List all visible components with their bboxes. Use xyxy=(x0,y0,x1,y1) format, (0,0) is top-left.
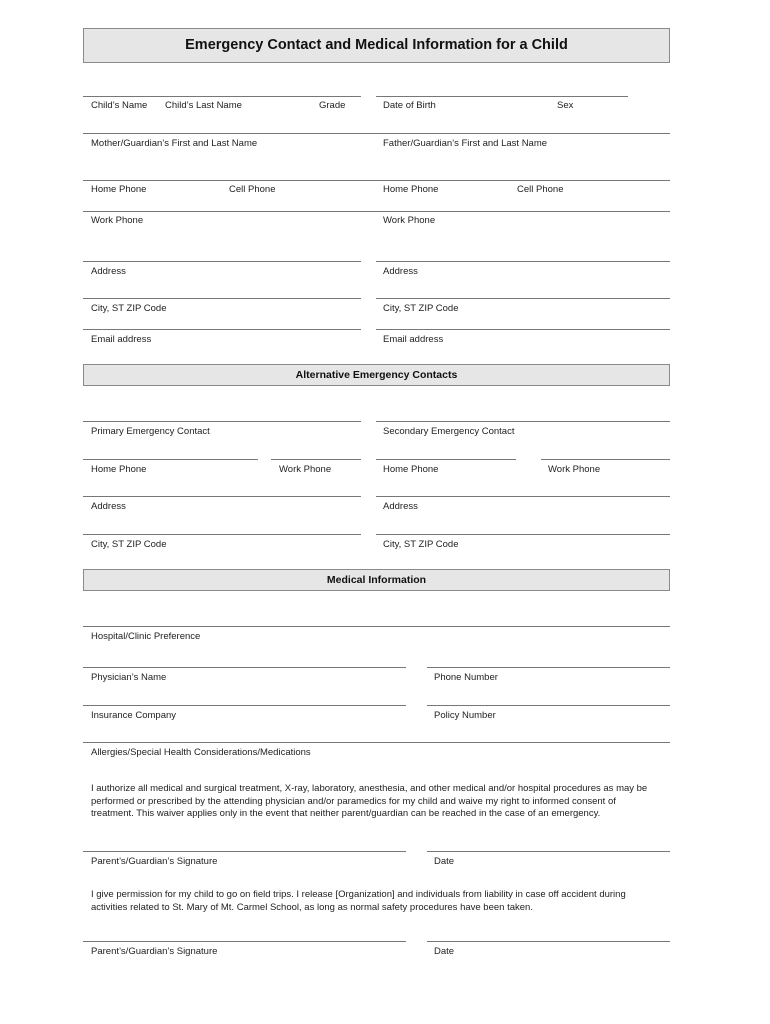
child-dob-label: Date of Birth xyxy=(383,100,436,111)
secondary-address-label: Address xyxy=(383,501,418,512)
date-label-2: Date xyxy=(434,946,455,957)
father-city-label: City, ST ZIP Code xyxy=(383,303,459,314)
father-work-phone-label: Work Phone xyxy=(383,215,436,226)
policy-line[interactable] xyxy=(427,705,670,706)
secondary-address-line[interactable] xyxy=(376,496,670,497)
consent-paragraph: I authorize all medical and surgical treatment, X-ray, laboratory, anesthesia, and other medical and/or hospital procedures as may be performed or prescribed by the attending physician and/or paramedics for my child and waive my right to informed consent of treatment. This waiver applies only in the event that neither parent/guardian can be reached in the case of an emergency. xyxy=(91,783,648,819)
secondary-city-line[interactable] xyxy=(376,534,670,535)
father-address-label: Address xyxy=(383,266,418,277)
date-line-1[interactable] xyxy=(427,851,670,852)
primary-city-line[interactable] xyxy=(83,534,361,535)
primary-home-phone-label: Home Phone xyxy=(91,464,147,475)
father-address-line[interactable] xyxy=(376,261,670,262)
physician-phone-label: Phone Number xyxy=(434,672,498,683)
father-name-label: Father/Guardian’s First and Last Name xyxy=(383,138,548,149)
father-city-line[interactable] xyxy=(376,298,670,299)
work-phone-line[interactable] xyxy=(83,211,670,212)
secondary-work-phone-line[interactable] xyxy=(541,459,670,460)
primary-address-label: Address xyxy=(91,501,126,512)
mother-address-label: Address xyxy=(91,266,126,277)
primary-work-phone-label: Work Phone xyxy=(279,464,332,475)
secondary-work-phone-label: Work Phone xyxy=(548,464,601,475)
physician-label: Physician’s Name xyxy=(91,672,167,683)
father-home-phone-label: Home Phone xyxy=(383,184,439,195)
mother-email-label: Email address xyxy=(91,334,152,345)
primary-address-line[interactable] xyxy=(83,496,361,497)
primary-contact-line[interactable] xyxy=(83,421,361,422)
date-line-2[interactable] xyxy=(427,941,670,942)
primary-city-label: City, ST ZIP Code xyxy=(91,539,167,550)
secondary-contact-line[interactable] xyxy=(376,421,670,422)
signature-label-2: Parent’s/Guardian’s Signature xyxy=(91,946,218,957)
mother-name-line[interactable] xyxy=(83,133,670,134)
hospital-line[interactable] xyxy=(83,626,670,627)
signature-line-2[interactable] xyxy=(83,941,406,942)
allergies-label: Allergies/Special Health Considerations/Medications xyxy=(91,747,311,758)
allergies-line[interactable] xyxy=(83,742,670,743)
form-title: Emergency Contact and Medical Information for a Child xyxy=(83,28,670,63)
mother-cell-phone-label: Cell Phone xyxy=(229,184,276,195)
physician-line[interactable] xyxy=(83,667,406,668)
secondary-contact-label: Secondary Emergency Contact xyxy=(383,426,515,437)
mother-home-phone-label: Home Phone xyxy=(91,184,147,195)
primary-home-phone-line[interactable] xyxy=(83,459,258,460)
signature-line-1[interactable] xyxy=(83,851,406,852)
secondary-city-label: City, ST ZIP Code xyxy=(383,539,459,550)
child-sex-label: Sex xyxy=(557,100,574,111)
father-email-line[interactable] xyxy=(376,329,670,330)
child-grade-label: Grade xyxy=(319,100,346,111)
child-dob-line[interactable] xyxy=(376,96,628,97)
insurance-line[interactable] xyxy=(83,705,406,706)
secondary-home-phone-label: Home Phone xyxy=(383,464,439,475)
father-cell-phone-label: Cell Phone xyxy=(517,184,564,195)
phone-line[interactable] xyxy=(83,180,670,181)
mother-name-label: Mother/Guardian’s First and Last Name xyxy=(91,138,258,149)
hospital-label: Hospital/Clinic Preference xyxy=(91,631,201,642)
mother-address-line[interactable] xyxy=(83,261,361,262)
alternative-contacts-header: Alternative Emergency Contacts xyxy=(83,364,670,386)
mother-city-line[interactable] xyxy=(83,298,361,299)
policy-label: Policy Number xyxy=(434,710,496,721)
secondary-home-phone-line[interactable] xyxy=(376,459,516,460)
mother-email-line[interactable] xyxy=(83,329,361,330)
date-label-1: Date xyxy=(434,856,455,867)
field-trip-paragraph: I give permission for my child to go on field trips. I release [Organization] and individuals from liability in case off accident during activities related to St. Mary of Mt. Carmel School, as long as normal safety procedures have been taken. xyxy=(91,889,626,913)
signature-label-1: Parent’s/Guardian’s Signature xyxy=(91,856,218,867)
primary-contact-label: Primary Emergency Contact xyxy=(91,426,210,437)
father-email-label: Email address xyxy=(383,334,444,345)
mother-work-phone-label: Work Phone xyxy=(91,215,144,226)
physician-phone-line[interactable] xyxy=(427,667,670,668)
insurance-label: Insurance Company xyxy=(91,710,177,721)
medical-information-header: Medical Information xyxy=(83,569,670,591)
child-name-line[interactable] xyxy=(83,96,361,97)
child-name-label: Child’s Name xyxy=(91,100,148,111)
primary-work-phone-line[interactable] xyxy=(271,459,361,460)
child-last-name-label: Child’s Last Name xyxy=(165,100,242,111)
mother-city-label: City, ST ZIP Code xyxy=(91,303,167,314)
